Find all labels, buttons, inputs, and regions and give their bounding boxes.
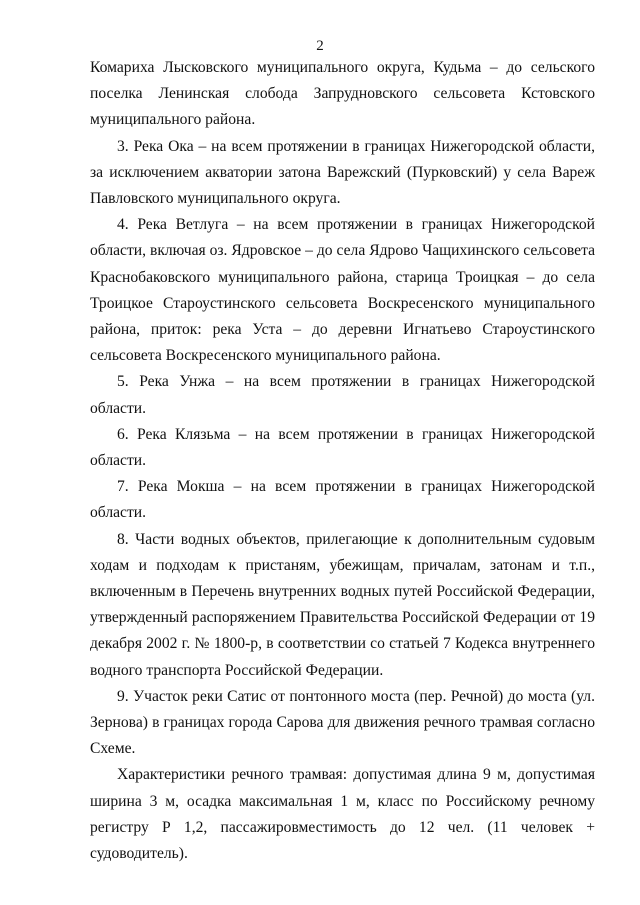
paragraph-tram-characteristics: Характеристики речного трамвая: допустимая длина 9 м, допустимая ширина 3 м, осадка максимальная 1 м, класс по Российскому речному регистру Р 1,2, пассажировместимость до 12 чел. (11 человек + судоводитель). [90,766,595,863]
paragraph-item-7: 7. Река Мокша – на всем протяжении в границах Нижегородской области. [90,478,595,522]
paragraph-item-9: 9. Участок реки Сатис от понтонного моста (пер. Речной) до моста (ул. Зернова) в границах города Сарова для движения речного трамвая согласно Схеме. [90,687,595,758]
paragraph-item-8: 8. Части водных объектов, прилегающие к дополнительным судовым ходам и подходам к пристаням, убежищам, причалам, затонам и т.п., включенным в Перечень внутренних водных путей Российской Федерации, утвержденный распоряжением Правительства Российской Федерации от 19 декабря 2002 г. № 1800-р, в соответствии со статьей 7 Кодекса внутреннего водного транспорта Российской Федерации. [90,530,595,679]
page-number: 2 [316,38,324,54]
paragraph-continuation: Комариха Лысковского муниципального округа, Кудьма – до сельского поселка Ленинская слобода Запрудновского сельсовета Кстовского муниципального района. [90,59,595,129]
paragraph-item-6: 6. Река Клязьма – на всем протяжении в границах Нижегородской области. [90,425,595,470]
paragraph-item-4: 4. Река Ветлуга – на всем протяжении в границах Нижегородской области, включая оз. Ядровское – до села Ядрово Чащихинского сельсовета Краснобаковского муниципального района, старица Троицкая – до села Троицкое Староустинского сельсовета Воскресенского муниципального района, приток: река Уста – до деревни Игнатьево Староустинского сельсовета Воскресенского муниципального района. [90,216,595,365]
document-body [90,55,595,867]
paragraph-item-5: 5. Река Унжа – на всем протяжении в границах Нижегородской области. [90,373,595,417]
paragraph-item-3: 3. Река Ока – на всем протяжении в границах Нижегородской области, за исключением акватории затона Варежский (Пурковский) у села Вареж Павловского муниципального округа. [90,137,595,208]
